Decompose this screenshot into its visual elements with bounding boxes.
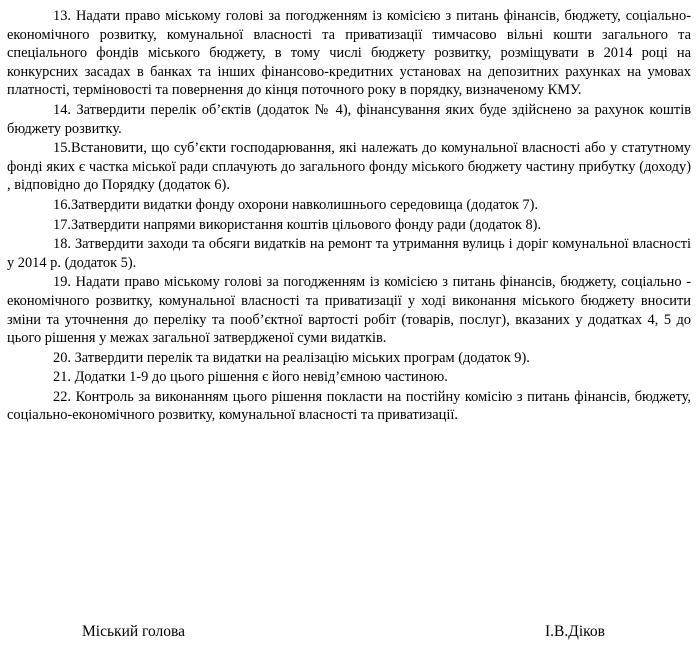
paragraph-17: 17.Затвердити напрями використання коштів цільового фонду ради (додаток 8). <box>53 216 542 233</box>
paragraph-15: 15.Встановити, що суб’єкти господарювання, які належать до комунальної власності або у статутному фонді яких є частка міської ради сплачують до загального фонду міського бюджету частину прибутку (доходу) , відповідно до Порядку (додаток 6). <box>7 140 691 194</box>
paragraph-16: 16.Затвердити видатки фонду охорони навколишнього середовища (додаток 7). <box>53 196 539 213</box>
paragraph-13: 13. Надати право міському голові за погодженням із комісією з питань фінансів, бюджету, соціально- економічного розвитку, комунальної власності та приватизації тимчасово вільні кошти загального та спеціального фондів міського бюджету, в тому числі бюджету розвитку, розміщувати в 2014 році на конкурсних засадах в банках та інших фінансово-кредитних установах на депозитних рахунках на умовах платності, терміновості та повернення до кінця поточного року в порядку, визначеному КМУ. <box>7 8 691 99</box>
paragraph-22: 22. Контроль за виконанням цього рішення покласти на постійну комісію з питань фінансів, бюджету, соціально-економічного розвитку, комунальної власності та приватизації. <box>7 388 691 424</box>
paragraph-20: 20. Затвердити перелік та видатки на реалізацію міських програм (додаток 9). <box>53 349 530 366</box>
signature-block <box>0 623 700 645</box>
paragraph-21: 21. Додатки 1-9 до цього рішення є його невід’ємною частиною. <box>53 369 448 386</box>
paragraph-18: 18. Затвердити заходи та обсяги видатків на ремонт та утримання вулиць і доріг комунальної власності у 2014 р. (додаток 5). <box>7 236 691 271</box>
paragraph-19: 19. Надати право міському голові за погодженням із комісією з питань фінансів, бюджету, соціально - економічного розвитку, комунальної власності та приватизації у ході виконання міського бюджету вносити зміни та уточнення до переліку та пооб’єктної вартості робіт (товарів, послуг), вказаних у додатках 4, 5 до цього рішення у межах загальної затвердженої суми видатків. <box>7 274 691 347</box>
signatory-title: Міський голова <box>82 623 186 640</box>
paragraph-14: 14. Затвердити перелік об’єктів (додаток № 4), фінансування яких буде здійснено за рахунок коштів бюджету розвитку. <box>7 101 691 137</box>
signatory-name: І.В.Діков <box>545 623 605 640</box>
document-body <box>7 7 691 426</box>
